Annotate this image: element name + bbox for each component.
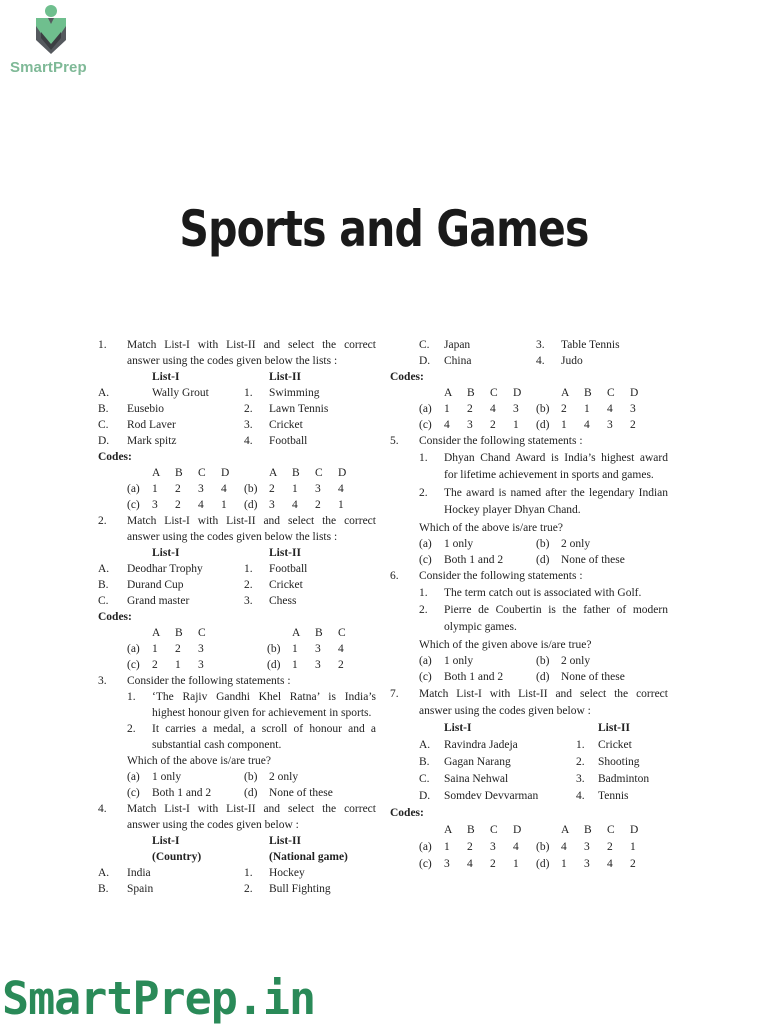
- option-row: (a) 1 only (b) 2 only: [419, 538, 591, 550]
- statement: 1. ‘The Rajiv Gandhi Khel Ratna’ is India’s highest honour given for achievement in sports.: [127, 691, 376, 719]
- option-row: (a) 1 only (b) 2 only: [127, 771, 299, 783]
- list-headers: List-I List-II: [152, 547, 301, 559]
- list-headers: List-I List-II: [152, 835, 301, 847]
- question-number: 5.: [390, 435, 399, 447]
- match-row: B. Spain 2. Bull Fighting: [98, 883, 331, 895]
- option-row: (a) 1 2 3 4 (b) 4 3 2 1: [419, 841, 636, 853]
- question-text: Match List-I with List-II and select the correct answer using the codes given below the lists :: [127, 515, 376, 543]
- match-row: B. Eusebio 2. Lawn Tennis: [98, 403, 329, 415]
- page-title: Sports and Games: [179, 200, 589, 258]
- match-row: D. Mark spitz 4. Football: [98, 435, 308, 447]
- question-text: Match List-I with List-II and select the correct answer using the codes given below :: [127, 803, 376, 831]
- list-headers: List-I List-II: [444, 722, 630, 734]
- codes-label: Codes:: [98, 451, 132, 463]
- question-text: Match List-I with List-II and select the correct answer using the codes given below :: [419, 688, 668, 717]
- option-row: (a) 1 2 3 (b) 1 3 4: [127, 643, 344, 655]
- statement: 2. It carries a medal, a scroll of honour and a substantial cash component.: [127, 723, 376, 751]
- question-3: [98, 673, 376, 689]
- statement: 2. Pierre de Coubertin is the father of modern olympic games.: [419, 604, 668, 633]
- match-row: A. India 1. Hockey: [98, 867, 305, 879]
- list-subheaders: (Country) (National game): [152, 851, 348, 863]
- brand-logo: [10, 4, 94, 76]
- option-row: (a) 1 only (b) 2 only: [419, 655, 591, 667]
- option-row: (c) 2 1 3 (d) 1 3 2: [127, 659, 344, 671]
- question-number: 7.: [390, 688, 399, 700]
- codes-label: Codes:: [98, 611, 132, 623]
- match-row: D. Somdev Devvarman 4. Tennis: [419, 790, 629, 802]
- codes-header: A B C D A B C D: [444, 387, 639, 399]
- match-row: C. Rod Laver 3. Cricket: [98, 419, 303, 431]
- question-1: [98, 337, 376, 369]
- question-ask: Which of the above is/are true?: [419, 522, 564, 534]
- question-4: [98, 801, 376, 833]
- option-row: (c) Both 1 and 2 (d) None of these: [419, 671, 625, 683]
- question-text: Match List-I with List-II and select the correct answer using the codes given below the lists :: [127, 339, 376, 367]
- match-row: A. Deodhar Trophy 1. Football: [98, 563, 308, 575]
- question-text: Consider the following statements :: [127, 675, 291, 687]
- statement: 1. Dhyan Chand Award is India’s highest award for lifetime achievement in sports and games.: [419, 452, 668, 481]
- match-row: B. Durand Cup 2. Cricket: [98, 579, 303, 591]
- question-text: Consider the following statements :: [419, 570, 583, 582]
- codes-header: A B C D A B C D: [444, 824, 639, 836]
- smartprep-logo-icon: [34, 4, 68, 58]
- codes-header: A B C D A B C D: [152, 467, 347, 479]
- question-2: [98, 513, 376, 545]
- left-column: [98, 337, 376, 897]
- list-i-header: List-I: [152, 371, 180, 383]
- statement: 2. The award is named after the legendary Indian Hockey player Dhyan Chand.: [419, 487, 668, 516]
- question-ask: Which of the given above is/are true?: [419, 639, 592, 651]
- option-row: (c) Both 1 and 2 (d) None of these: [127, 787, 333, 799]
- codes-label: Codes:: [390, 807, 424, 819]
- option-row: (c) 4 3 2 1 (d) 1 4 3 2: [419, 419, 636, 431]
- match-row: D. China 4. Judo: [419, 355, 583, 367]
- match-row: B. Gagan Narang 2. Shooting: [419, 756, 640, 768]
- question-7: [390, 686, 668, 720]
- question-6: [390, 568, 668, 584]
- option-row: (a) 1 2 3 4 (b) 2 1 3 4: [127, 483, 344, 495]
- option-row: (a) 1 2 4 3 (b) 2 1 4 3: [419, 403, 636, 415]
- right-column: [390, 337, 668, 873]
- list-ii-header: List-II: [269, 371, 301, 383]
- question-number: 6.: [390, 570, 399, 582]
- match-row: C. Saina Nehwal 3. Badminton: [419, 773, 650, 785]
- statement: 1. The term catch out is associated with Golf.: [419, 587, 642, 599]
- question-text: Consider the following statements :: [419, 435, 583, 447]
- brand-name: SmartPrep: [10, 59, 87, 76]
- match-row: C. Japan 3. Table Tennis: [419, 339, 620, 351]
- question-number: 1.: [98, 339, 107, 351]
- question-number: 3.: [98, 675, 107, 687]
- match-row: A. Wally Grout 1. Swimming: [98, 387, 320, 399]
- question-ask: Which of the above is/are true?: [127, 755, 272, 767]
- match-row: C. Grand master 3. Chess: [98, 595, 297, 607]
- option-row: (c) 3 2 4 1 (d) 3 4 2 1: [127, 499, 344, 511]
- question-number: 2.: [98, 515, 107, 527]
- option-row: (c) 3 4 2 1 (d) 1 3 4 2: [419, 858, 636, 870]
- codes-header: A B C A B C: [152, 627, 346, 639]
- question-5: [390, 433, 668, 449]
- match-row: A. Ravindra Jadeja 1. Cricket: [419, 739, 632, 751]
- list-headers: [98, 369, 376, 385]
- footer-brand-url[interactable]: SmartPrep.in: [2, 972, 316, 1025]
- question-number: 4.: [98, 803, 107, 815]
- codes-label: Codes:: [390, 371, 424, 383]
- option-row: (c) Both 1 and 2 (d) None of these: [419, 554, 625, 566]
